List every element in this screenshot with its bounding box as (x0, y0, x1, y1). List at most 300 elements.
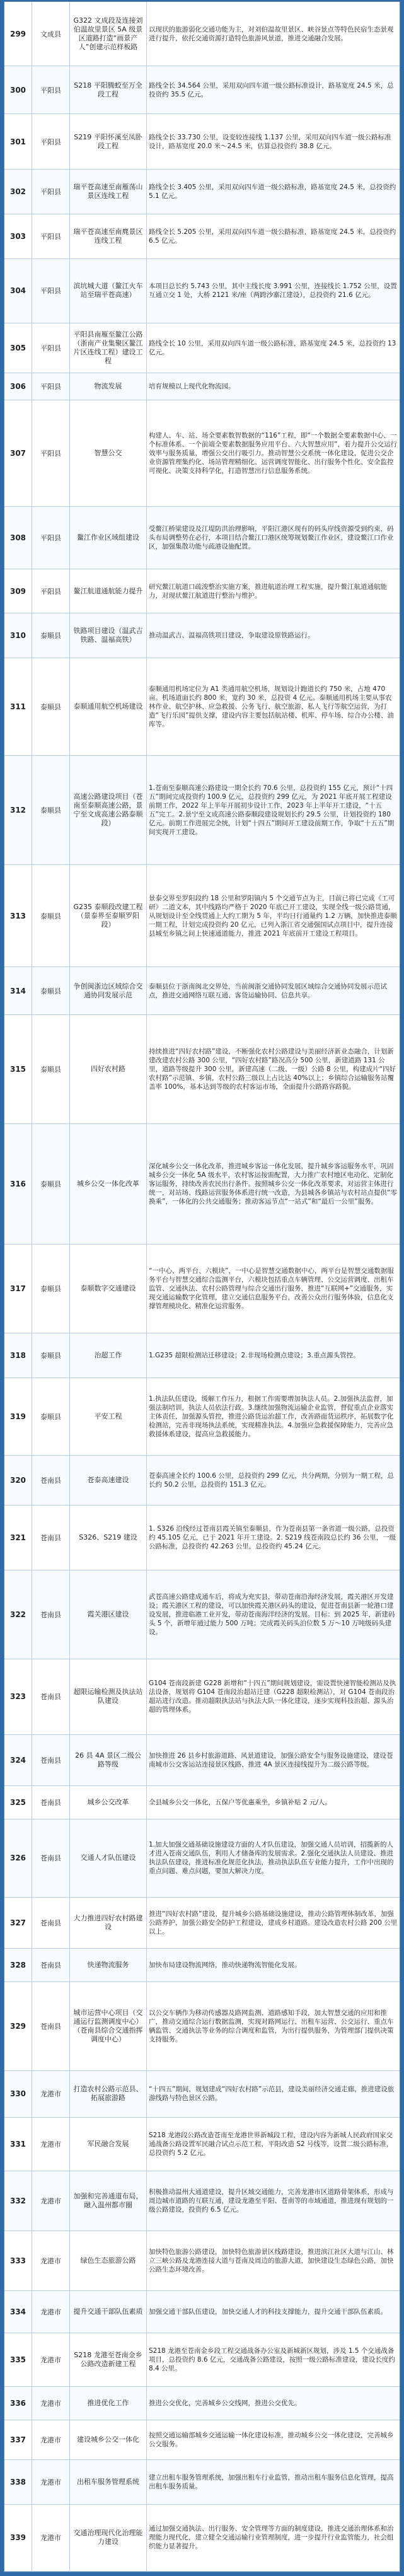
project-area (32, 507, 70, 569)
project-name (70, 1898, 147, 1948)
project-description-text: 全县城乡公交一体化，五保户等优惠乘坐，乡镇补贴 2 元/人。 (149, 1799, 332, 1807)
project-name-text: 争创闽浙边区域综合交通协同发展示范 (73, 982, 143, 999)
project-name (70, 1456, 147, 1505)
project-area-text: 苍南县 (40, 1799, 61, 1807)
project-area-text: 龙港市 (40, 2140, 61, 2149)
table-row (4, 1506, 400, 1570)
project-name (70, 967, 147, 1014)
project-area (32, 1244, 70, 1333)
project-name-text: 交通治理现代化治理能力建设 (73, 2529, 143, 2546)
project-name (70, 400, 147, 506)
project-number (4, 1015, 32, 1123)
project-area (32, 756, 70, 864)
project-description (147, 2333, 400, 2386)
project-number-text: 319 (9, 1412, 26, 1421)
project-description-text: 推进公交优化，完善城乡公交线网，推进公交优先。 (149, 2399, 301, 2407)
project-description-text: 景泰交界至罗阳段约 18 公里和罗阳镇内 5 个交通节点为主，目前已将已完成《工可研》二道文本，其中线路均严格于 2020 年底已开工建设，实现全线一级公路贯通，从规划设计至全线贯通上大约工期为 5 年，平均日行通量约 1.2 万辆，加快推进泰顺一期工程，计划完成投资约 20 亿元，已列入浙江省交通强国试点项目中，提升连接县城至乡镇之间上快速通道能力，推进 2021 年底前开工建设工程项目。 (149, 894, 397, 937)
project-description-text: 培育规模以上现代化物流园。 (149, 382, 235, 390)
project-description (147, 2, 400, 66)
project-area (32, 2291, 70, 2333)
project-description-text: 路线全长 33.730 公里，设变较连接线 1.137 公里，采用双向四车道一级公路标准设计，路基宽度 20.0 米～24.5 米，估算总投资约 38.8 亿元。 (149, 133, 391, 150)
table-row (4, 1982, 400, 2071)
project-name (70, 2171, 147, 2231)
project-area-text: 平阳县 (40, 344, 61, 353)
project-description-text: 路线全长 3.405 公里，采用双向四车道一级公路标准，路基宽度 24.5 米，总投资约 5.1 亿元。 (149, 183, 396, 200)
project-description (147, 214, 400, 258)
project-name (70, 507, 147, 569)
project-number-text: 313 (9, 911, 26, 920)
project-number-text: 315 (9, 1065, 26, 1074)
project-name (70, 66, 147, 113)
project-name-text: 快递物流服务 (87, 1960, 129, 1969)
project-number-text: 314 (9, 986, 26, 995)
project-area-text: 龙港市 (40, 2534, 61, 2543)
table-row (4, 1244, 400, 1333)
project-name (70, 1333, 147, 1378)
project-number (4, 2071, 32, 2117)
project-number-text: 318 (9, 1350, 26, 1360)
project-number (4, 259, 32, 323)
table-row (4, 214, 400, 259)
project-area (32, 1456, 70, 1505)
table-row (4, 2333, 400, 2387)
project-name-text: S326、S219 建设 (79, 1533, 137, 1542)
project-number-text: 339 (9, 2533, 26, 2543)
project-name-text: 瑞平苍高速至南麂景区连线工程 (73, 227, 143, 245)
project-area (32, 2387, 70, 2420)
project-description-text: 1.执法队伍建设，缓解工作压力，根据工作需要增加执法人员。2.加强执法监督，加强法制培训，执法人员依法行政。3.继续加强物流运输企业监管，督促重点企业落实主体责任，加强源头管控，推进公路货运治超工作，改善路面货运秩序，拓展数字化检测站，完善非现场执法系统，实现精准执法。4.加强应急救援保障能力，完善应急救援体系建设，提高应急救援能力。 (149, 1395, 394, 1438)
project-area-text: 苍南县 (40, 1534, 61, 1543)
project-description-text: 本项目总长约 5.743 公里，其中主线长度 3.991 公里，连接线长 1.752 公里，设置互通立交 1 处，大桥 2121 米/座（两跨沙寨江建设），总投资约 21.6 亿元。 (149, 282, 397, 299)
project-name (70, 1124, 147, 1244)
project-number (4, 865, 32, 966)
project-number (4, 214, 32, 258)
project-area (32, 2505, 70, 2571)
project-description-text: 研究鳌江航道口疏浚整治实施方案，推进航道治理工程实施，提升鳌江航道通航能力，对现状鳌江航道进行整治与维护。 (149, 583, 387, 600)
project-name-text: 大力推进四好农村路建设 (73, 1913, 143, 1931)
table-row (4, 114, 400, 170)
project-name-text: 物流发展 (94, 381, 122, 390)
project-name-text: 出租车服务管理系统 (77, 2478, 139, 2486)
project-description (147, 1124, 400, 1244)
project-area-text: 平阳县 (40, 449, 61, 458)
project-description (147, 1819, 400, 1897)
project-name-text: 滨坑城大道（鳌江火车站至瑞平苍高速） (73, 282, 143, 299)
project-description-text: 1.苍南至泰顺高速公路建设一期全长约 70.6 公里，总投资约 155 亿元，预计“十四五”期间完成投资约 100.9 亿元，总投资约 299 亿元，为 2021 年底开展工程建设前期工作，2022 年上半年开展初步设计工作，2023 年上半年开工建设，“十五五”完工。2.景宁至文成高速公路泰顺段建设规划长约 29.5 公里，计划投资约 180 亿元。前期工作进展完全统，计划“十四五”期间开工建设前期工作，争取“十五五”期间实现开工建设。 (149, 784, 395, 837)
table-row (4, 2420, 400, 2461)
project-area (32, 1786, 70, 1819)
project-area (32, 1659, 70, 1734)
table-row (4, 1949, 400, 1982)
project-description (147, 170, 400, 214)
project-number-text: 302 (9, 187, 26, 197)
project-name (70, 658, 147, 755)
table-row (4, 1570, 400, 1659)
table-row (4, 2387, 400, 2420)
project-number (4, 1333, 32, 1378)
project-description (147, 1570, 400, 1659)
project-description-text: 加快特色旅游公路建设，加快特色旅游景区线路建设，推进滨江社区大道与江山、林立三峡公路及龙港连接大道与苍南及周边的旅游大道，加快建设生态绿色公路，加快公路生态环境改善。 (149, 2248, 394, 2273)
project-name (70, 2071, 147, 2117)
project-area-text: 泰顺县 (40, 912, 61, 920)
project-description-text: 路线全长 10 公里，采用双向四车道一级公路标准，路基宽度 24.5 米，总投资约 13 亿元。 (149, 340, 396, 357)
project-description-text: S218 龙港至苍南金乡段工程交通战备办公室及新城新区规划，涉及 1.5 个交通战备项目，总投资约 8.6 亿元，交通战备公路建设，按照一级公路标准建设，建设长度约 8.4 公里。 (149, 2347, 395, 2372)
project-number-text: 309 (9, 586, 26, 596)
project-description (147, 967, 400, 1014)
project-description-text: 通过加强交通执法、出行服务、安全管理等方面的制度建设，推进交通治理体系和治理能力现代化，建立健全交通运输行业管理制度，进一步提升行业监管能力，社会组织能力显著提升。 (149, 2525, 394, 2551)
project-description (147, 507, 400, 569)
table-row (4, 259, 400, 323)
project-name-text: 苍泰高速建设 (87, 1476, 129, 1485)
project-description-text: 路线全长 5.205 公里，采用双向四车道一级公路标准，路基宽度 24.5 米，总投资约 6.5 亿元。 (149, 228, 396, 245)
project-name-text: 城市运营中心项目（交通运行监测调度中心）（苍南县综合交通指挥调度中心） (73, 2008, 143, 2043)
project-description-text: 1. S326 沿线经过苍南县霞关镇至泰顺县，作为苍南县第一条省道一级公路，总投资约 45.105 亿元，已于 2021 年开工建设。2. S219 线苍南段总长约 36 公里，一级公路标准，总投资约 42.263 公里，总投资约 45.24 亿元。 (149, 1525, 396, 1551)
table-row (4, 2118, 400, 2171)
project-number-text: 304 (9, 286, 26, 296)
table-row (4, 967, 400, 1015)
project-area-text: 龙港市 (40, 2436, 61, 2444)
project-name-text: 鳌江作业区域组建设 (77, 533, 139, 542)
project-description-text: 推进“四好农村路”建设，提升城乡公路基础设施建设，推动公路管理体制改革，加强公路养护，加强公路安全防护工程建设，建成乡村道路。建设改造农村公路 200 公里以上。 (149, 1910, 398, 1935)
project-number (4, 2460, 32, 2504)
project-area-text: 泰顺县 (40, 703, 61, 712)
project-description (147, 114, 400, 169)
project-description-text: 深化城乡公交一体化改革，推进城乡客运一体化发展，提升城乡客运服务水平，巩固城乡公交一体化 5A 级水平，农村客运按需配置，大力推广农村地区电动化、定制化客运服务，持续改善农民出行条件。按照城乡公交一体化改革要求，对运营主体进行统一，对站场、线路运营服务体系进行统一改造，为县城各乡镇站与农村站点提供“零换乘”，一体化的公共交通服务；推动客运节点“一站式”和“最后一公里”服务。 (149, 1163, 397, 1205)
project-number (4, 2118, 32, 2171)
project-number-text: 299 (9, 29, 26, 38)
project-number (4, 967, 32, 1014)
project-name (70, 1786, 147, 1819)
table-row (4, 1898, 400, 1949)
project-number (4, 507, 32, 569)
project-area (32, 66, 70, 113)
project-name-text: G235 泰顺段改建工程（景泰界至泰顺罗阳段） (73, 902, 143, 929)
project-area-text: 泰顺县 (40, 1284, 61, 1293)
project-number-text: 324 (9, 1755, 26, 1765)
project-area (32, 259, 70, 323)
project-area (32, 170, 70, 214)
project-number-text: 312 (9, 806, 26, 815)
project-description (147, 1735, 400, 1785)
project-number (4, 400, 32, 506)
table-row (4, 1124, 400, 1244)
project-number-text: 336 (9, 2398, 26, 2408)
project-name (70, 1244, 147, 1333)
project-description-text: 加快推进 26 县乡村旅游道路、风景道建设，加强公路安全与服务设施建设，建设苍南城市公交客运站连接景区线路、推进 4A 景区连接线提升为二级公路等级。 (149, 1751, 393, 1768)
table-row (4, 2505, 400, 2572)
project-number (4, 1735, 32, 1785)
table-row (4, 1659, 400, 1735)
project-description (147, 323, 400, 373)
project-name-text: 打造农村公路示范县、拓展旅游路 (73, 2085, 143, 2103)
project-number-text: 303 (9, 231, 26, 241)
project-name-text: 四好农村路 (91, 1065, 125, 1074)
project-number-text: 310 (9, 631, 26, 641)
project-number (4, 114, 32, 169)
project-name (70, 2420, 147, 2460)
project-name-text: 泰顺通用航空机场建设 (73, 702, 143, 711)
project-number-text: 325 (9, 1798, 26, 1807)
project-name-text: G322 文成段及连接刘伯温故里景区 5A 级景区道路打造“画景产人”创建示范样板路 (73, 16, 143, 51)
project-name (70, 2231, 147, 2290)
project-number-text: 334 (9, 2307, 26, 2317)
project-number (4, 1506, 32, 1569)
project-name (70, 259, 147, 323)
project-description-text: 1.加大加强交通基础设施建设方面的人才队伍建设，加强交通人员培训，招揽新的人才进入苍南交通队伍，利用人才储备库的发展需求。2.强化交通执法人员建设、推进执法队伍建设，推进标准化规范化执法，推动执法队伍专业能力提升，工作中出现的重点问题、难点问题，要加大解决力度。 (149, 1841, 394, 1876)
project-area-text: 泰顺县 (40, 987, 61, 995)
project-number-text: 335 (9, 2355, 26, 2364)
project-area-text: 龙港市 (40, 2196, 61, 2205)
project-name (70, 214, 147, 258)
project-description-text: 1.G235 超限检测站迁移建设；2.非现场检测点建设；3.重点源头管控。 (149, 1351, 360, 1359)
table-row (4, 170, 400, 214)
project-description-text: 加快布局建设物流网络，推动快递物流智能化发展。 (149, 1961, 301, 1969)
project-number (4, 170, 32, 214)
project-name (70, 2333, 147, 2386)
project-description (147, 658, 400, 755)
table-row (4, 569, 400, 614)
table-row (4, 2460, 400, 2505)
project-number-text: 328 (9, 1960, 26, 1970)
project-area-text: 平阳县 (40, 137, 61, 146)
table-row (4, 1333, 400, 1378)
project-number (4, 2231, 32, 2290)
project-description (147, 400, 400, 506)
project-area (32, 1982, 70, 2070)
project-number (4, 1244, 32, 1333)
project-number-text: 306 (9, 381, 26, 391)
project-number (4, 2333, 32, 2386)
project-name (70, 1378, 147, 1456)
project-name-text: 加强和完善通道布局，融入温州都市圈 (73, 2191, 143, 2209)
project-description-text: 推动温武吉、温福高铁项目建设，争取建设原铁路运行。 (149, 632, 315, 640)
project-area (32, 1015, 70, 1123)
project-number (4, 1570, 32, 1659)
project-description (147, 1659, 400, 1734)
project-number-text: 333 (9, 2256, 26, 2265)
project-number (4, 2505, 32, 2571)
project-number-text: 329 (9, 2021, 26, 2031)
project-name-text: 高速公路建设项目（苍南至泰顺高速公路，景宁至文成高速公路泰顺段） (73, 792, 143, 828)
project-description (147, 2291, 400, 2333)
project-name-text: 瑞平苍高速至南雁荡山景区连线工程 (73, 183, 143, 200)
project-description (147, 1949, 400, 1981)
project-description (147, 2171, 400, 2231)
project-description (147, 1015, 400, 1123)
project-area-text: 泰顺县 (40, 1351, 61, 1360)
project-number-text: 332 (9, 2196, 26, 2205)
project-area-text: 苍南县 (40, 1610, 61, 1619)
project-name-text: 城乡公交一体化改革 (77, 1180, 139, 1188)
project-name-text: 提升交通干部队伍素质 (73, 2307, 143, 2316)
project-number-text: 321 (9, 1533, 26, 1543)
project-area-text: 泰顺县 (40, 1065, 61, 1074)
project-name-text: 治超工作 (94, 1350, 122, 1359)
table-row (4, 507, 400, 569)
project-area (32, 1898, 70, 1948)
project-name-text: 平安工程 (94, 1412, 122, 1420)
project-area (32, 613, 70, 658)
project-number-text: 317 (9, 1284, 26, 1293)
project-number (4, 569, 32, 613)
project-number (4, 658, 32, 755)
project-area (32, 1333, 70, 1378)
project-name (70, 2505, 147, 2571)
project-name (70, 1819, 147, 1897)
project-area (32, 2420, 70, 2460)
project-description-text: 持续推进“四好农村路”建设，不断强化农村公路建设与美丽经济新业态融合，计划新建改建农村公路 300 公里，“四好农村路”路况高分 500 公里，新建道路 131 公里，道路等级提升 300 公里，新建高速（二级、一级）公路 8 公里，构建成片“四好农村路”示范镇、乡镇，农村公路三级以上占比达 40%以上；乡镇综合运输服务站覆盖率 100%，基本达到等级的农村客运市场，全面提升公路路容路貌。 (149, 1048, 396, 1091)
project-number-text: 307 (9, 448, 26, 458)
project-number-text: 337 (9, 2435, 26, 2444)
project-description (147, 2118, 400, 2171)
project-area (32, 214, 70, 258)
table-row (4, 2071, 400, 2118)
project-description (147, 1244, 400, 1333)
project-description-text: 按照交通运输部城乡交通运输一体化建设标准，推动城乡公交一体化建设，完善城乡公交服务。 (149, 2432, 394, 2448)
project-area (32, 323, 70, 373)
project-description (147, 2460, 400, 2504)
table-row (4, 2, 400, 66)
project-area-text: 苍南县 (40, 1756, 61, 1765)
project-number (4, 1378, 32, 1456)
project-area-text: 泰顺县 (40, 1412, 61, 1421)
project-name (70, 1949, 147, 1981)
project-description (147, 865, 400, 966)
project-name (70, 1735, 147, 1785)
project-number-text: 305 (9, 344, 26, 353)
project-description-text: 泰顺通用机场定位为 A1 类通用航空机场，规划设计跑道长约 750 米，占地 470 亩。机场道面长约 800 米，宽约 30 米，总投资 4 亿元。泰顺通用机场主要从事农林作业、航空护林、应急救援、公务飞行、航空旅游、私人飞行等航空运营，为打造“飞行乐园”提供支撑，建设内容主要包括航站楼、机库、停车场、综合办公楼、油库等。 (149, 685, 394, 729)
project-description-text: G104 苍南段新建 G228 新增和“十四五”期间规划建设，需设置快速智能检测站及执法设备，规划将 G104 苍南段治超站迁建（G228 超限检测站），对 G104 苍南段治超站进行改造。推动超限执法站与执法大队一体化建设，逐步实现科技治超、源头治超的管理体系。 (149, 1680, 396, 1714)
project-number-text: 311 (9, 702, 26, 712)
project-number-text: 316 (9, 1180, 26, 1188)
project-description-text: 以公交车辆作为移动传感器及路网监测、道路感知手段，加大智慧交通的应用和推广，推动交通综合运行数据监测，实现对路网运行、出租车运营、公交运行、重点车辆监管、交通执法等业务的综合调度和监管，为出行提供服务，为管理部门提供决策支持服务。 (149, 2009, 394, 2043)
project-description (147, 756, 400, 864)
project-name-text: 超限运输检测及执法站队建设 (73, 1688, 143, 1705)
project-area (32, 1819, 70, 1897)
project-description (147, 2071, 400, 2117)
project-description (147, 569, 400, 613)
project-number-text: 326 (9, 1854, 26, 1863)
project-description (147, 1786, 400, 1819)
project-area (32, 569, 70, 613)
project-number (4, 1949, 32, 1981)
project-number (4, 2, 32, 66)
project-name-text: 铁路项目建设（温武吉铁路、温福高铁） (73, 627, 143, 644)
project-number (4, 2171, 32, 2231)
project-name-text: S218 龙港至苍南金乡公路改造新建工程 (74, 2350, 142, 2368)
table-row (4, 756, 400, 865)
project-name-text: 军民融合发展 (87, 2139, 129, 2148)
project-name-text: 建设城乡公交一体化 (77, 2435, 139, 2444)
project-number (4, 1659, 32, 1734)
project-area-text: 平阳县 (40, 382, 61, 391)
project-name-text: 智慧公交 (94, 448, 122, 457)
table-row (4, 1735, 400, 1786)
project-table (4, 1, 400, 2572)
project-area-text: 龙港市 (40, 2308, 61, 2317)
project-description (147, 2387, 400, 2420)
project-number-text: 338 (9, 2478, 26, 2487)
project-area (32, 967, 70, 1014)
project-number (4, 373, 32, 399)
project-name (70, 1659, 147, 1734)
project-area-text: 平阳县 (40, 533, 61, 542)
project-description-text: 受鳌江桥梁建设及江堤防洪治理影响，平阳江港区现有的码头岸线资源受到约束，码头布局调整势在必行，本项目结合鳌江口港区统筹规划鳌江作业区，建设鳌江口作业区，加强集散功能与疏港设施配置。 (149, 525, 394, 550)
table-row (4, 613, 400, 658)
project-area (32, 1378, 70, 1456)
table-row (4, 323, 400, 373)
project-number (4, 2420, 32, 2460)
project-name (70, 2387, 147, 2420)
project-description-text: 积极推动温州大通道建设，提升区域交通能力，完善龙港市区道路骨架体系，形成与周边城市道路的互联互通，建设龙港至平阳、苍南等的市域通道，推进现有规划的一级公路建设，投资约 6.5 亿元。 (149, 2188, 394, 2213)
project-name (70, 114, 147, 169)
project-area (32, 1506, 70, 1569)
project-name-text: 26 县 4A 景区二级公路等级 (74, 1751, 141, 1768)
project-area-text: 龙港市 (40, 2090, 61, 2099)
project-description (147, 2231, 400, 2290)
project-name (70, 569, 147, 613)
table-row (4, 1819, 400, 1898)
project-name (70, 323, 147, 373)
project-number-text: 330 (9, 2089, 26, 2099)
project-name (70, 1982, 147, 2070)
table-row (4, 373, 400, 400)
project-area (32, 658, 70, 755)
project-number (4, 323, 32, 373)
project-description (147, 1378, 400, 1456)
project-description-text: “一中心、两平台、六模块”，一中心是智慧交通数据中心，两平台是智慧交通数据服务平台与智慧交通综合监测平台，六模块包括重点车辆管理、公交运营调度、出租车监管、交通执法、农村公路管理与综合交通出行服务，推进“互联网+”交通服务，实现交通运输数字化管理，建立交通信息服务平台，改善公众出行服务体验，信息化支撑管理模块化、精准化运营服务。 (149, 1267, 394, 1310)
project-number (4, 66, 32, 113)
project-description (147, 1506, 400, 1569)
project-number (4, 613, 32, 658)
project-area-text: 龙港市 (40, 2355, 61, 2364)
table-row (4, 1015, 400, 1124)
project-area (32, 2, 70, 66)
project-area-text: 平阳县 (40, 232, 61, 241)
table-row (4, 66, 400, 114)
project-description-text: 路线全长 34.564 公里，采用双向四车道一级公路标准设计，路基宽度 24.5 米，总投资约 35.5 亿元。 (149, 81, 394, 98)
project-area (32, 1735, 70, 1785)
project-number (4, 1786, 32, 1819)
project-area-text: 苍南县 (40, 1477, 61, 1485)
table-row (4, 865, 400, 967)
project-name (70, 1015, 147, 1123)
project-area (32, 2460, 70, 2504)
table-row (4, 1378, 400, 1456)
project-name-text: S219 平阳怀溪至凤卧段工程 (74, 132, 142, 150)
project-area-text: 泰顺县 (40, 1180, 61, 1188)
project-description-text: “十四五”期间，规划建成“四好农村路”示范县，建设美丽经济交通走廊，推进建设旅游线路与特色景区公路。 (149, 2086, 395, 2103)
project-description (147, 1982, 400, 2070)
project-area-text: 平阳县 (40, 86, 61, 95)
project-name-text: 平阳县南雁至鳌江公路（浙南产业集聚区鳌江片区连线工程）建设工程 (73, 330, 143, 366)
project-area-text: 龙港市 (40, 2478, 61, 2487)
table-row (4, 658, 400, 756)
project-description-text: 构建人、车、站、场全要素数智数据的“116”工程，即“一个数据全要素数据中心、一个标准体系、一个前端全要素数据服务应用平台、六大智慧应用”，着力提升公交运行效率与服务质量，增强公交出行吸引力。推动智慧公交系统一体化建设，促进公交企业资源管理集约化、场站管理精细化、运营调度智能化、出行服务个性化、安全监控可视化、决策支持科学化，打造智慧出行信息服务系统。 (149, 431, 397, 475)
project-description-text: 加强交通干部队伍建设，加快交通人才的科技支撑能力，提升交通干部队伍素质。 (149, 2308, 387, 2316)
table-row (4, 1786, 400, 1819)
project-description-text: 苍泰高速全长约 100.6 公里，总投资约 299 亿元，共分两期，分别为一期工程，总长约 50.2 公里，总投资约 151.3 亿元。 (149, 1472, 394, 1489)
project-number (4, 1982, 32, 2070)
project-name (70, 2460, 147, 2504)
project-description (147, 259, 400, 323)
project-number (4, 756, 32, 864)
project-description (147, 66, 400, 113)
project-name (70, 613, 147, 658)
project-number-text: 331 (9, 2139, 26, 2149)
project-area (32, 400, 70, 506)
project-area-text: 苍南县 (40, 1961, 61, 1970)
